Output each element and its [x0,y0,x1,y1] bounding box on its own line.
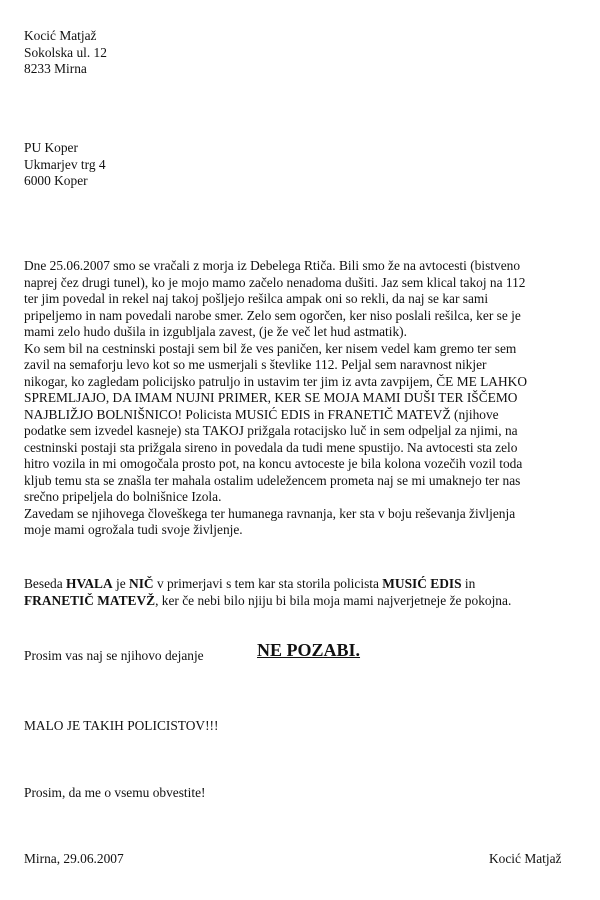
forget-label: Prosim vas naj se njihovo dejanje [24,648,204,663]
signature-name: Kocić Matjaž [489,851,562,866]
thanks-text: in [461,576,476,591]
body-line: moje mami ogrožala tudi svoje življenje. [24,522,243,537]
thanks-hvala: HVALA [66,576,113,591]
thanks-text: Beseda [24,576,67,591]
body-line: nikogar, ko zagledam policijsko patruljo in ustavim ter jim iz avta zavpijem, ČE ME LAHKO [24,373,527,389]
thanks-line-1 [24,576,584,593]
do-not-forget-line [24,640,361,665]
body-line: SPREMLJAJO, DA IMAM NUJNI PRIMER, KER SE MOJA MAMI DUŠI TER IŠČEMO [24,390,518,405]
thanks-nic: NIČ [129,576,154,591]
body-paragraph-2 [24,341,580,506]
thanks-text: v primerjavi s tem kar sta storila policista [153,576,383,591]
officer-name-1: MUSIĆ EDIS [382,576,462,591]
body-line: podatke sem izvedel kasneje) sta TAKOJ prižgala rotacijsko luč in sem odpeljal za njimi, na [24,423,518,438]
thanks-text: je [112,576,130,591]
sender-street: Sokolska ul. 12 [24,44,107,60]
sender-address [24,28,107,78]
thanks-paragraph [24,576,584,609]
recipient-city: 6000 Koper [24,173,88,188]
sender-city: 8233 Mirna [24,61,87,76]
officer-name-2: FRANETIČ MATEVŽ [24,592,156,608]
body-line: NAJBLIŽJO BOLNIŠNICO! Policista MUSIĆ EDIS in FRANETIČ MATEVŽ (njihove [24,406,499,422]
request-line: Prosim, da me o vsemu obvestite! [24,785,206,800]
body-line: hitro vozila in mi omogočala prosto pot, na koncu avtoceste je bila kolona vozečih vozil toda [24,456,523,471]
body-line: Dne 25.06.2007 smo se vračali z morja iz Debelega Rtiča. Bili smo že na avtocesti (bistveno [24,258,521,273]
sender-name: Kocić Matjaž [24,28,97,43]
recipient-address [24,140,106,190]
thanks-text: , ker če nebi bilo njiju bi bila moja mami najverjetneje že pokojna. [155,592,512,608]
body-line: ter jim povedal in rekel naj takoj pošljejo rešilca ampak oni so rekli, da naj se kar sami [24,291,489,306]
body-line: pripeljemo in nam povedali narobe smer. Zelo sem ogorčen, ker niso poslali rešilca, ker se je [24,307,521,323]
place-date: Mirna, 29.06.2007 [24,851,124,866]
body-line: Zavedam se njihovega človeškega ter humanega ravnanja, ker sta v boju reševanja življenja [24,505,516,521]
body-line: mami zelo hudo dušila in izgubljala zavest, (je že več let hud astmatik). [24,324,407,339]
thanks-line-2 [24,593,584,610]
body-paragraph-1 [24,258,580,341]
forget-emphasis: NE POZABI. [257,640,361,660]
body-line: srečno pripeljela do bolnišnice Izola. [24,489,222,504]
body-line: cestninski postaji sta prižgala sireno in povedala da tudi mene spustijo. Na avtocesti sta zelo [24,439,518,455]
body-paragraph-3 [24,506,580,539]
few-policemen-line: MALO JE TAKIH POLICISTOV!!! [24,718,219,733]
recipient-street: Ukmarjev trg 4 [24,156,106,172]
body-line: naprej čez drugi tunel), ko je mojo mamo začelo nenadoma dušiti. Jaz sem klical takoj na 112 [24,274,526,290]
body-line: zavil na semaforju levo kot so me usmerjali s števlike 112. Peljal sem naravnost nikjer [24,357,487,372]
body-line: kljub temu sta se znašla ter mahala ostalim udeležencem prometa naj se mi umaknejo ter nas [24,472,521,488]
recipient-name: PU Koper [24,140,78,155]
body-line: Ko sem bil na cestninski postaji sem bil že ves paničen, ker nisem vedel kam gremo ter sem [24,340,517,356]
letter-body [24,258,580,539]
